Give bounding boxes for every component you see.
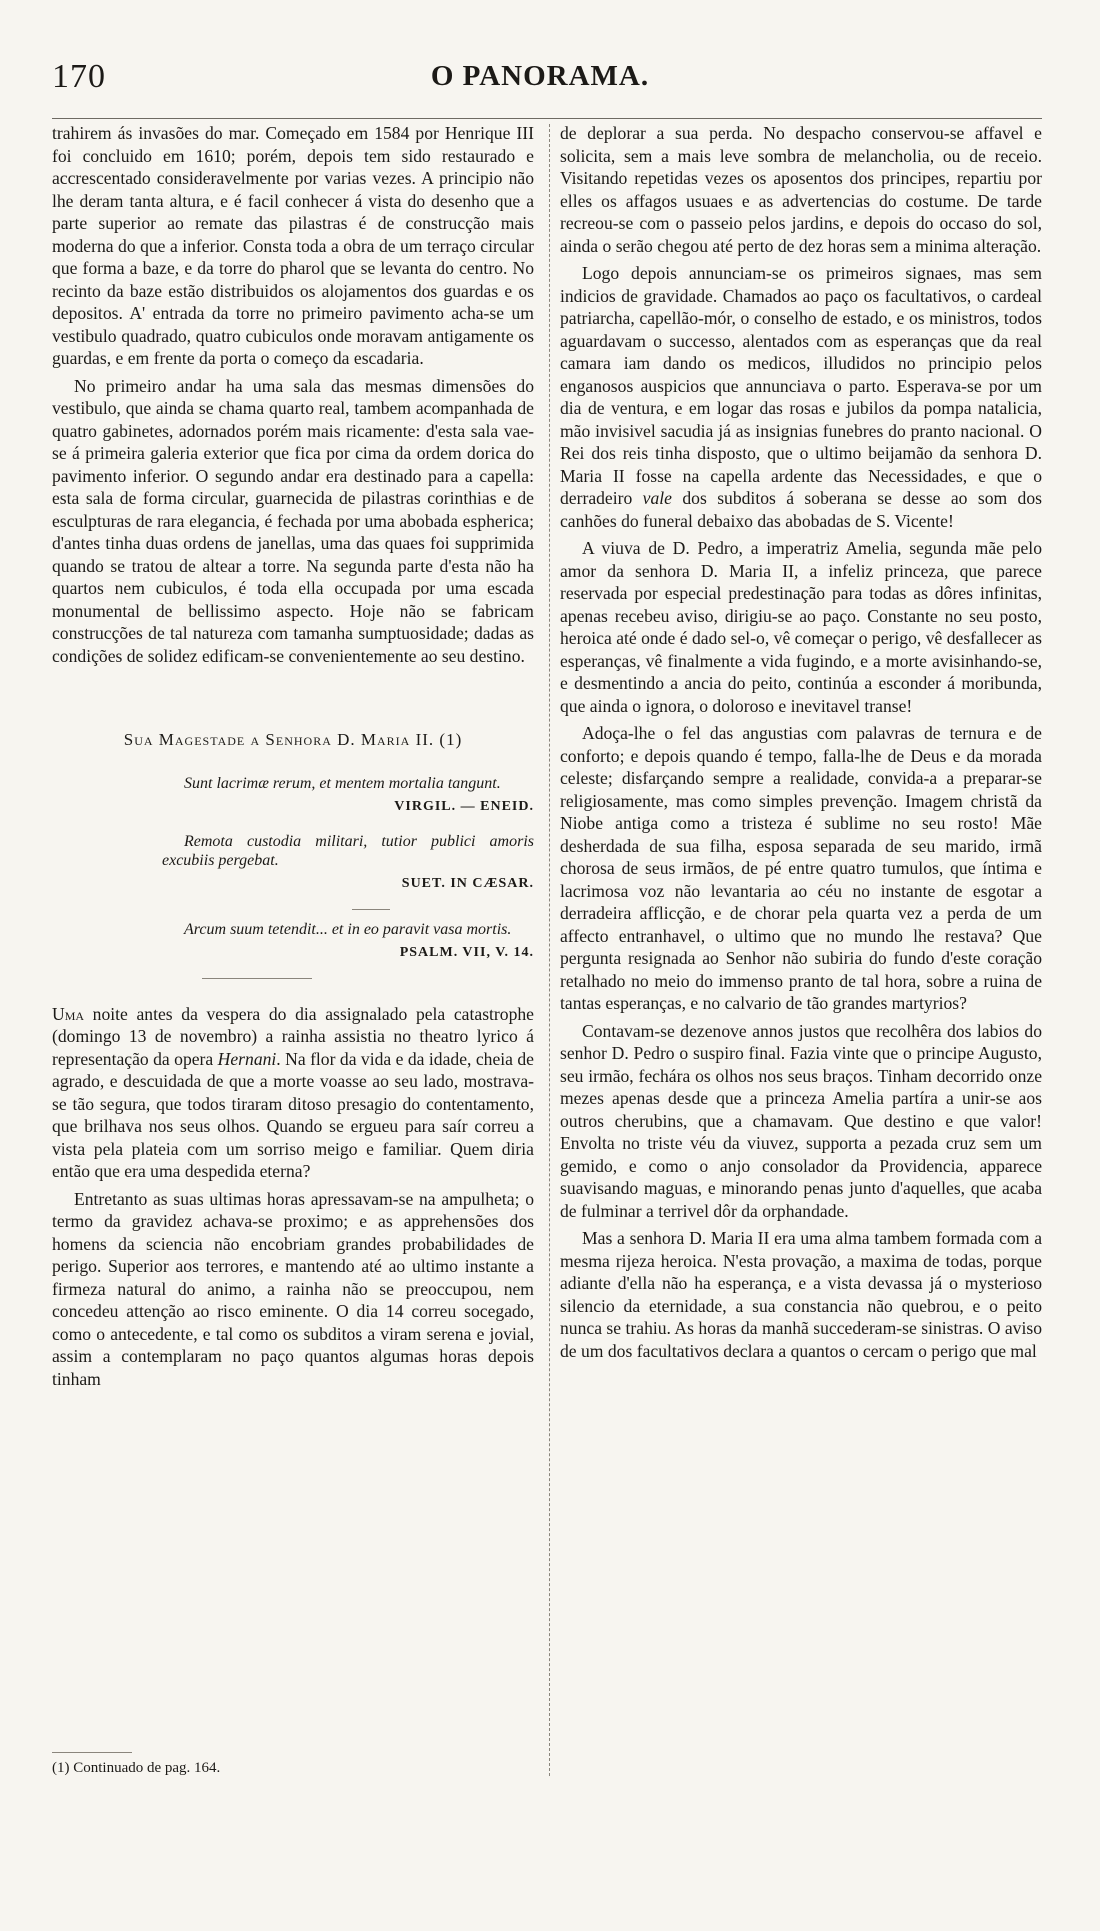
paragraph-text: noite antes da vespera do dia assignalado pela catastrophe (domingo 13 de novembro) a rainha assistia no theatro lyrico á representação da opera	[52, 1003, 534, 1069]
paragraph: A viuva de D. Pedro, a imperatriz Amelia, segunda mãe pelo amor da senhora D. Maria II, a infeliz princeza, que parece reservada por especial predestinação para todas as dôres infinitas, apenas recebeu aviso, dirigiu-se ao paço. Constante no seu posto, heroica até onde é dado sel-o, vê começar o perigo, vê desfallecer as esperanças, vê finalmente a vida fugindo, e a morte avisinhando-se, e desmentindo a ancia do peito, continúa a esconder á moribunda, que ainda o ignora, o doloroso e inevitavel transe!	[560, 538, 1042, 716]
page-header	[40, 58, 1040, 106]
header-rule	[52, 118, 1042, 119]
right-column	[560, 122, 1042, 1367]
paragraph-text: Logo depois annunciam-se os primeiros signaes, mas sem indicios de gravidade. Chamados ao paço os facultativos, o cardeal patriarcha, capellão-mór, o conselho de estado, e os ministros, todos aguardavam o successo, alentados com as esperanças que da real camara iam dando os medicos, illudidos no principio pelos enganosos auspicios que annunciava o parto. Esperava-se por um dia de ventura, e em logar das rosas e jubilos da pompa natalicia, mão invisivel sacudia já as insignias funebres do pranto nacional. O Rei dos reis tinha disposto, que o ultimo beijamão da senhora D. Maria II fosse na capella ardente das Necessidades, e que o derradeiro	[560, 263, 1042, 508]
epigraph-source: PSALM. VII, V. 14.	[399, 944, 534, 960]
journal-title: O PANORAMA.	[430, 60, 650, 92]
epigraph-source: VIRGIL. — ENEID.	[394, 798, 534, 814]
paragraph: Contavam-se dezenove annos justos que recolhêra dos labios do senhor D. Pedro o suspiro final. Fazia vinte que o principe Augusto, seu irmão, fechára os olhos nos seus braços. Tinham decorrido onze mezes apenas desde que a princeza Amelia partíra a unir-se aos outros cherubins, que a chamavam. Que destino e que valor! Envolta no triste véu da viuvez, supporta a pezada cruz sem um gemido, e como o anjo consolador da Providencia, apparece suavisando maguas, e minorando penas junto d'aquelles, que acaba de fulminar a terrivel dôr da orphandade.	[560, 1020, 1042, 1221]
epigraph-source: SUET. IN CÆSAR.	[401, 875, 534, 891]
paragraph: de deplorar a sua perda. No despacho conservou-se affavel e solicita, sem a mais leve sombra de melancholia, ou de receio. Visitando repetidas vezes os aposentos dos principes, repartiu por elles os affagos usuaes e as advertencias do costume. De tarde recreou-se com o passeio pelos jardins, e depois do occaso do sol, ainda o serão chegou até perto de dez horas sem a minima alteração.	[560, 123, 1042, 256]
footnote: (1) Continuado de pag. 164.	[52, 1760, 221, 1776]
epigraph-quote: Remota custodia militari, tutior publici amoris excubiis pergebat.	[162, 832, 534, 869]
epigraph-rule	[352, 909, 390, 910]
paragraph-text: . Na flor da vida e da idade, cheia de agrado, e descuidada de que a morte voasse ao seu lado, mostrava-se tão segura, que todos tiraram ditoso presagio do contentamento, que brilhava nos seus olhos. Quando se ergueu para saír correu a vista pela plateia com um sorriso meigo e familiar. Quem diria então que era uma despedida eterna?	[52, 1048, 534, 1181]
footnote-rule	[52, 1752, 132, 1753]
paragraph: Entretanto as suas ultimas horas apressavam-se na ampulheta; o termo da gravidez achava-se proximo; e as apprehensões dos homens da sciencia não encobriam grandes probabilidades de perigo. Superior aos terrores, e mantendo até ao ultimo instante a firmeza natural do animo, a rainha não se preoccupou, nem concedeu attenção ao risco eminente. O dia 14 correu socegado, como o antecedente, e tal como os subditos a viram serena e jovial, assim a contemplaram no paço quantos algumas horas depois tinham	[52, 1188, 534, 1389]
opera-title: Hernani	[217, 1048, 277, 1069]
epigraph	[52, 832, 534, 893]
column-divider	[549, 124, 550, 1776]
paragraph	[560, 262, 1042, 532]
opening-word: Uma	[52, 1003, 85, 1024]
paragraph: Mas a senhora D. Maria II era uma alma tambem formada com a mesma rijeza heroica. N'esta provação, a maxima de todas, porque adiante d'ella não ha esperança, e a vista devassa já o mysterioso silencio da eternidade, a sua constancia não quebrou, e o peito nunca se trahiu. As horas da manhã succederam-se sinistras. O aviso de um dos facultativos declara a quantos o cercam o perigo que mal	[560, 1228, 1042, 1361]
paragraph-text: dos subditos á soberana se desse ao som dos canhões do funeral debaixo das abobadas de S. Vicente!	[560, 488, 1042, 531]
left-column	[52, 122, 534, 1395]
emphasis-word: vale	[642, 488, 672, 508]
section-title: Sua Magestade a Senhora D. Maria II. (1)	[123, 730, 463, 749]
epigraph-quote: Sunt lacrimæ rerum, et mentem mortalia tangunt.	[184, 774, 501, 792]
paragraph: No primeiro andar ha uma sala das mesmas dimensões do vestibulo, que ainda se chama quarto real, tambem acompanhada de quatro gabinetes, adornados porém mais ricamente: d'esta sala vae-se á primeira galeria exterior que fica por cima da ordem dorica do pavimento inferior. O segundo andar era destinado para a capella: esta sala de forma circular, guarnecida de pilastras corinthias e de esculpturas de rara elegancia, é fechada por uma abobada espherica; d'antes tinha duas ordens de janellas, uma das quaes foi supprimida quando se tratou de altear a torre. Na segunda parte d'esta não ha quartos nem cubiculos, é toda ella occupada por uma escada monumental de bellissimo aspecto. Hoje não se fabricam construcções de tal natureza com tamanha sumptuosidade; dadas as condições de solidez edificam-se convenientemente ao seu destino.	[52, 375, 534, 666]
section-rule	[202, 978, 312, 979]
paragraph: Adoça-lhe o fel das angustias com palavras de ternura e de conforto; e depois quando é tempo, falla-lhe de Deus e da morada celeste; disfarçando sempre a realidade, convida-a a preparar-se religiosamente, mas como simples prevenção. Imagem christã da Niobe antiga como a tristeza é sublime no seu rosto! Mãe desherdada de sua filha, esposa separada de seu marido, irmã chorosa de seus irmãos, de pé entre quatro tumulos, que íntima e lacrimosa voz não levantaria ao céu no instante de esgotar a derradeira afflicção, e de chorar pela quarta vez a perda de um affecto entranhavel, o ultimo que no mundo lhe restava? Que pergunta resignada ao Senhor não subiria do fundo d'este coração retalhado no meio do immenso pranto de tal hora, sobre a ruina de tantas esperanças, e no calvario de tão grandes martyrios?	[560, 723, 1042, 1013]
page-number: 170	[52, 58, 106, 95]
paragraph	[52, 1003, 534, 1183]
epigraph	[52, 920, 534, 962]
epigraph	[52, 774, 534, 816]
epigraph-quote: Arcum suum tetendit... et in eo paravit vasa mortis.	[184, 920, 512, 938]
paragraph: trahirem ás invasões do mar. Começado em 1584 por Henrique III foi concluido em 1610; porém, depois tem sido restaurado e accrescentado consideravelmente por varias vezes. A principio não lhe deram tanta altura, e é facil conhecer á vista do desenho que a parte superior ao remate das pilastras é de construcção mais moderna do que a inferior. Consta toda a obra de um terraço circular que forma a baze, e da torre do pharol que se levanta do centro. No recinto da baze estão distribuidos os alojamentos dos guardas e os depositos. A' entrada da torre no primeiro pavimento acha-se um vestibulo quadrado, quatro cubiculos onde moravam antigamente os guardas, e em frente da porta o começo da escadaria.	[52, 123, 534, 368]
